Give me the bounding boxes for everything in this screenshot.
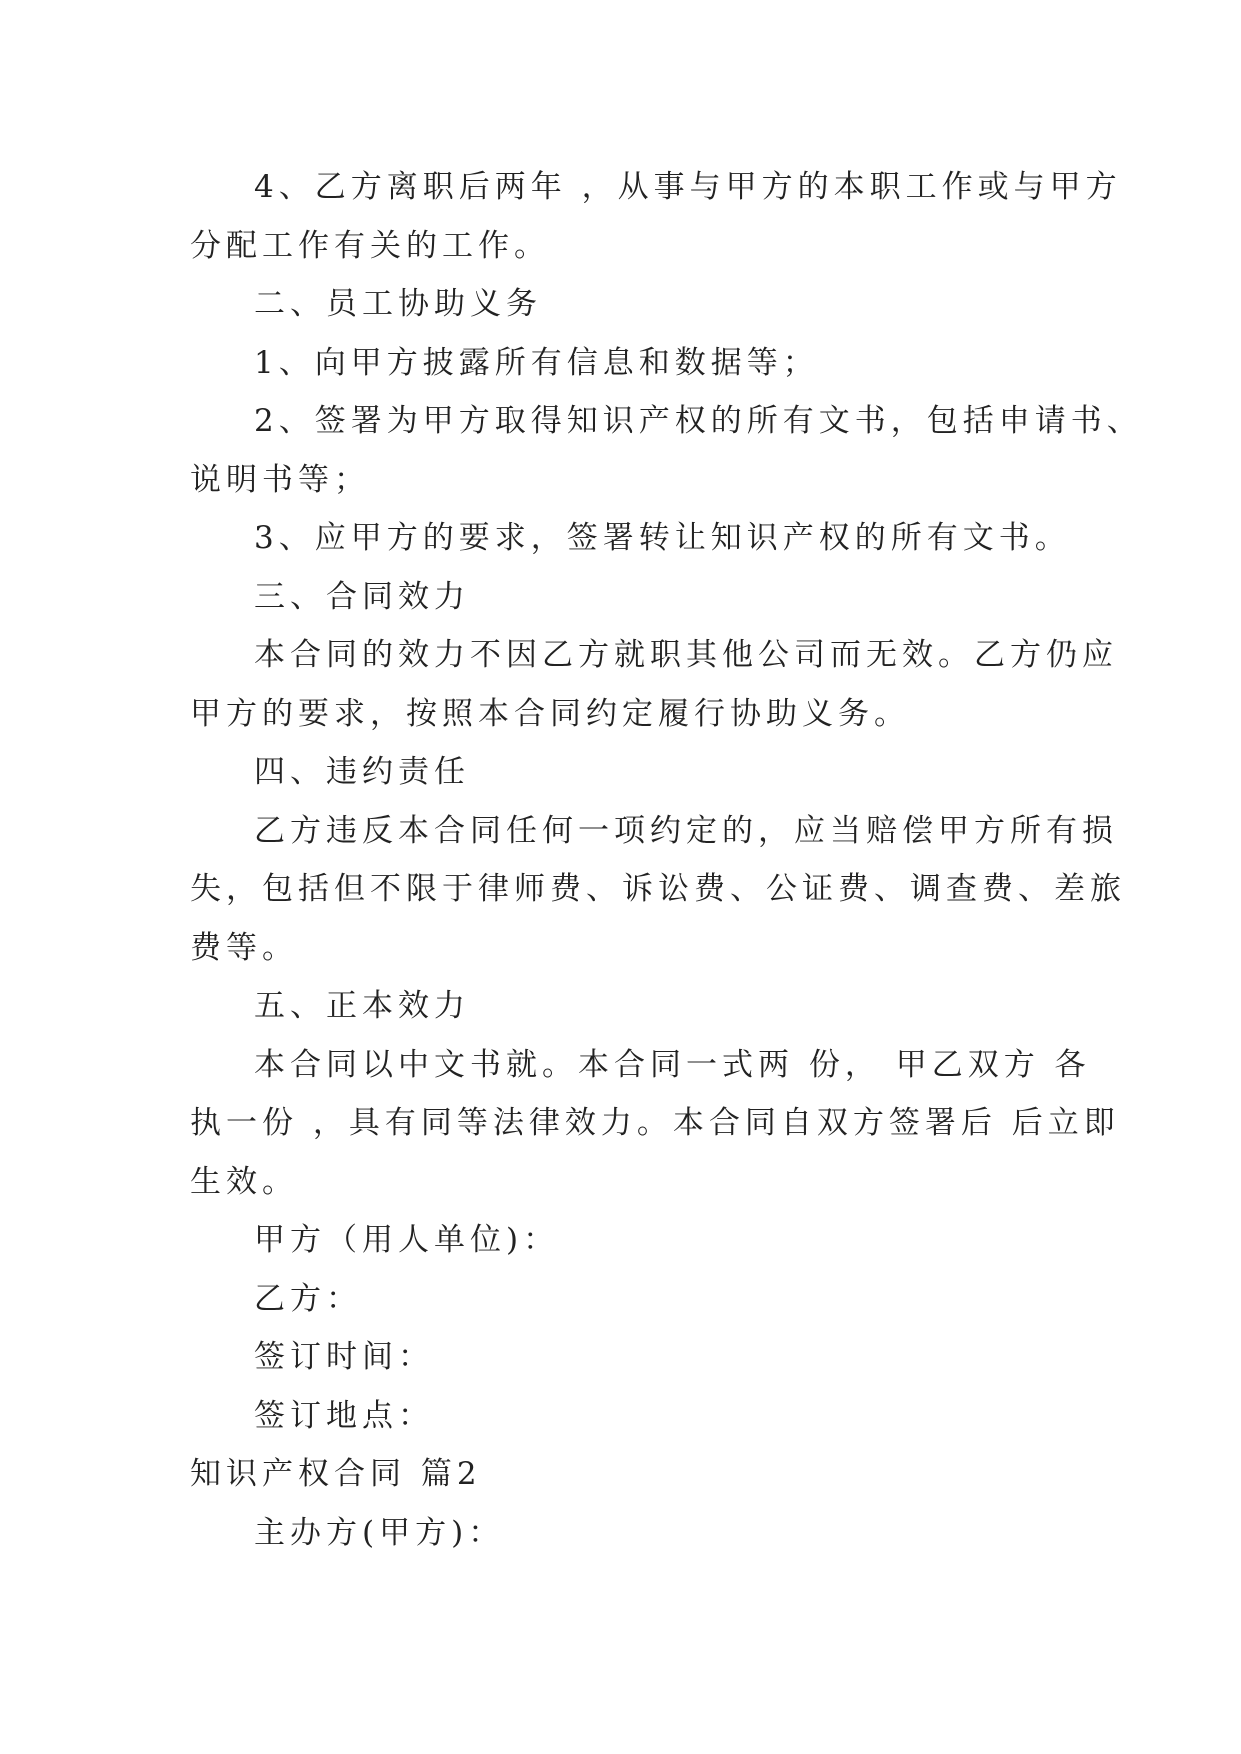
- liability-paragraph-line-2: 失，包括但不限于律师费、诉讼费、公证费、调查费、差旅: [190, 871, 1126, 907]
- signing-place-label: 签订地点：: [254, 1397, 434, 1434]
- clause-4-line-2: 分配工作有关的工作。: [190, 227, 550, 264]
- liability-paragraph-line-1: 乙方违反本合同任何一项约定的，应当赔偿甲方所有损: [254, 812, 1118, 849]
- contract-2-title: 知识产权合同 篇2: [190, 1456, 482, 1492]
- assistance-item-1: 1、向甲方披露所有信息和数据等；: [254, 344, 819, 381]
- clause-4-line-1: 4、乙方离职后两年 ，从事与甲方的本职工作或与甲方: [254, 169, 1122, 205]
- party-a-signature-label: 甲方（用人单位)：: [254, 1222, 560, 1258]
- section-heading-employee-assistance: 二、员工协助义务: [254, 286, 542, 322]
- section-heading-original-validity: 五、正本效力: [254, 988, 470, 1024]
- liability-paragraph-line-3: 费等。: [190, 929, 298, 966]
- assistance-item-2-line-1: 2、签署为甲方取得知识产权的所有文书，包括申请书、: [254, 403, 1143, 439]
- assistance-item-2-line-2: 说明书等；: [190, 461, 370, 498]
- original-paragraph-line-3: 生效。: [190, 1163, 298, 1200]
- organizer-party-a-label: 主办方(甲方)：: [254, 1514, 505, 1551]
- party-b-signature-label: 乙方：: [254, 1280, 362, 1317]
- document-body: [190, 158, 1143, 1562]
- assistance-item-3: 3、应甲方的要求，签署转让知识产权的所有文书。: [254, 520, 1071, 556]
- section-heading-contract-validity: 三、合同效力: [254, 578, 470, 615]
- validity-paragraph-line-1: 本合同的效力不因乙方就职其他公司而无效。乙方仍应: [254, 637, 1118, 673]
- signing-date-label: 签订时间：: [254, 1339, 434, 1375]
- original-paragraph-line-2: 执一份 ，具有同等法律效力。本合同自双方签署后 后立即: [190, 1105, 1120, 1141]
- validity-paragraph-line-2: 甲方的要求，按照本合同约定履行协助义务。: [190, 695, 910, 732]
- section-heading-breach-liability: 四、违约责任: [254, 754, 470, 790]
- original-paragraph-line-1: 本合同以中文书就。本合同一式两 份， 甲乙双方 各: [254, 1046, 1091, 1083]
